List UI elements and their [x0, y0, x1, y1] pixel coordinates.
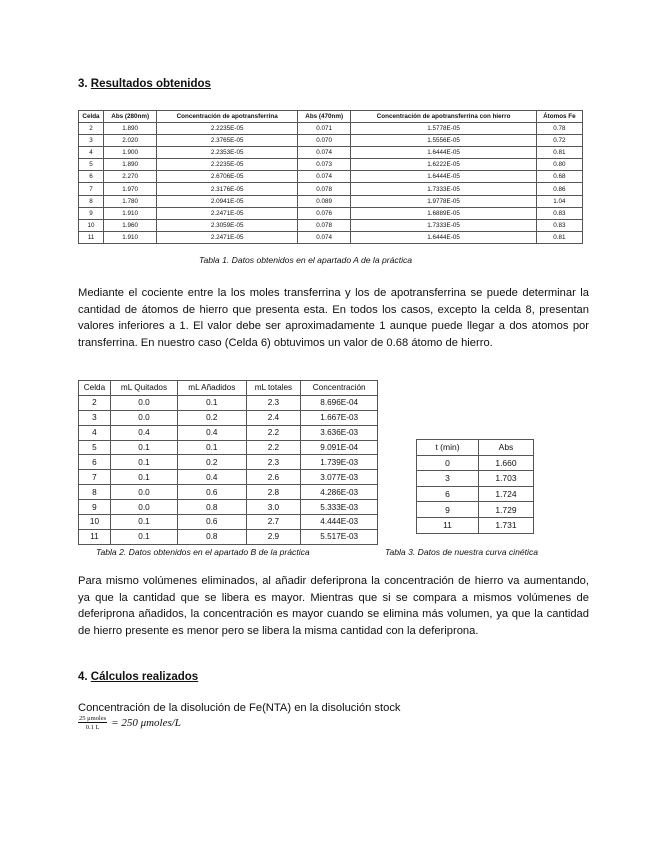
table-cell: 0.078: [297, 219, 350, 231]
table-cell: 2.3176E-05: [157, 183, 298, 195]
table-cell: 0.070: [297, 135, 350, 147]
table-cell: 0.1: [110, 515, 177, 530]
table2-header-cell: Celda: [79, 381, 111, 396]
table-cell: 1.6444E-05: [351, 171, 536, 183]
table-cell: 3.636E-03: [301, 425, 378, 440]
table-cell: 2.3765E-05: [157, 135, 298, 147]
table-cell: 2.6706E-05: [157, 171, 298, 183]
table2-header-cell: mL Añadidos: [178, 381, 246, 396]
table-cell: 0.8: [178, 500, 246, 515]
table-cell: 0.6: [178, 515, 246, 530]
table-cell: 11: [79, 231, 104, 243]
table-2-caption: Tabla 2. Datos obtenidos en el apartado B de la práctica: [96, 547, 310, 557]
table-cell: 4.444E-03: [301, 515, 378, 530]
table-cell: 2.020: [103, 135, 156, 147]
table-3-caption: Tabla 3. Datos de nuestra curva cinética: [385, 547, 539, 557]
table-cell: 0.0: [110, 485, 177, 500]
table-cell: 0.078: [297, 183, 350, 195]
table-cell: 1.703: [478, 471, 533, 487]
table-cell: 1.724: [478, 486, 533, 502]
table-cell: 0.074: [297, 171, 350, 183]
paragraph-1: Mediante el cociente entre la los moles transferrina y los de apotransferrina se puede determinar la cantidad de átomos de hierro que presenta esta. En todos los casos, excepto la celda 8, presentan valores inferiores a 1. El valor debe ser aproximadamente 1 aunque puede llegar a dos atomos por transferrina. En nuestro caso (Celda 6) obtuvimos un valor de 0.68 átomo de hierro.: [78, 287, 589, 350]
table-cell: 0.0: [110, 395, 177, 410]
table-2: [78, 380, 378, 545]
table-row: [79, 515, 378, 530]
table-cell: 1.910: [103, 231, 156, 243]
table-cell: 8: [79, 485, 111, 500]
table-row: [79, 147, 583, 159]
table-row: [79, 159, 583, 171]
table-cell: 1.910: [103, 207, 156, 219]
table-cell: 4: [79, 425, 111, 440]
table-cell: 0.81: [536, 231, 582, 243]
table-row: [79, 500, 378, 515]
table-cell: 6: [417, 486, 479, 502]
table2-header-cell: mL Quitados: [110, 381, 177, 396]
table-cell: 6: [79, 455, 111, 470]
table-cell: 1.729: [478, 502, 533, 518]
table-cell: 0.0: [110, 500, 177, 515]
table-cell: 5.517E-03: [301, 529, 378, 544]
table-cell: 2.6: [246, 470, 301, 485]
section-4-title: Cálculos realizados: [90, 671, 199, 683]
table1-header-cell: Concentración de apotransferrina: [157, 111, 298, 123]
table-cell: 1.960: [103, 219, 156, 231]
table-cell: 9: [417, 502, 479, 518]
table-cell: 0.1: [110, 470, 177, 485]
table-cell: 1.6889E-05: [351, 207, 536, 219]
table-cell: 0.86: [536, 183, 582, 195]
table-cell: 2.2471E-05: [157, 231, 298, 243]
table1-header-cell: Átomos Fe: [536, 111, 582, 123]
table-row: [79, 135, 583, 147]
table-cell: 0.6: [178, 485, 246, 500]
formula-denominator: 0.1 L: [85, 724, 100, 731]
table-cell: 1.5556E-05: [351, 135, 536, 147]
table-cell: 1.7333E-05: [351, 183, 536, 195]
table-row: [79, 171, 583, 183]
table-row: [79, 395, 378, 410]
table-cell: 0.0: [110, 410, 177, 425]
table-cell: 9: [79, 500, 111, 515]
table-cell: 2: [79, 123, 104, 135]
table-cell: 0.83: [536, 219, 582, 231]
table-cell: 2.7: [246, 515, 301, 530]
table-cell: 2.270: [103, 171, 156, 183]
table-cell: 1.660: [478, 455, 533, 471]
table-cell: 3.0: [246, 500, 301, 515]
table-row: [417, 502, 534, 518]
table2-header-cell: mL totales: [246, 381, 301, 396]
table-cell: 4.286E-03: [301, 485, 378, 500]
table-row: [79, 123, 583, 135]
table-cell: 1.5778E-05: [351, 123, 536, 135]
table-cell: 0.076: [297, 207, 350, 219]
table-row: [79, 219, 583, 231]
table-cell: 5.333E-03: [301, 500, 378, 515]
table-cell: 2.3: [246, 455, 301, 470]
table1-header-cell: Celda: [79, 111, 104, 123]
table-row: [79, 195, 583, 207]
table-cell: 4: [79, 147, 104, 159]
table-3-body: [417, 455, 534, 533]
table-cell: 1.9778E-05: [351, 195, 536, 207]
table-cell: 0.83: [536, 207, 582, 219]
table-cell: 8: [79, 195, 104, 207]
table-cell: 1.6444E-05: [351, 147, 536, 159]
table-cell: 1.6222E-05: [351, 159, 536, 171]
calc-description: Concentración de la disolución de Fe(NTA) en la disolución stock: [78, 702, 401, 714]
table-cell: 10: [79, 219, 104, 231]
table-cell: 2.8: [246, 485, 301, 500]
table-row: [79, 529, 378, 544]
table-cell: 2.2471E-05: [157, 207, 298, 219]
table-row: [417, 471, 534, 487]
table1-header-cell: Abs (280nm): [103, 111, 156, 123]
table-cell: 0.1: [178, 395, 246, 410]
table-cell: 10: [79, 515, 111, 530]
table-row: [417, 486, 534, 502]
table-3: [416, 439, 534, 534]
table-cell: 1.900: [103, 147, 156, 159]
formula-fraction: [78, 715, 107, 731]
section-4-heading: [78, 671, 198, 683]
formula-numerator: 25 μmoles: [79, 715, 107, 722]
concentration-formula: [78, 715, 181, 731]
table-cell: 0.8: [178, 529, 246, 544]
formula-result: = 250 μmoles/L: [111, 717, 181, 729]
table-cell: 9: [79, 207, 104, 219]
table1-header-cell: Concentración de apotransferrina con hierro: [351, 111, 536, 123]
table-cell: 6: [79, 171, 104, 183]
table-row: [79, 485, 378, 500]
table-cell: 1.667E-03: [301, 410, 378, 425]
table-cell: 0.81: [536, 147, 582, 159]
table-row: [79, 231, 583, 243]
table-cell: 3.077E-03: [301, 470, 378, 485]
table-cell: 0.089: [297, 195, 350, 207]
table-cell: 1.970: [103, 183, 156, 195]
section-4-number: 4.: [78, 671, 88, 683]
section-3-heading: [78, 78, 211, 90]
table-cell: 0.4: [178, 425, 246, 440]
table-cell: 3: [79, 410, 111, 425]
table-row: [417, 517, 534, 533]
table-cell: 5: [79, 159, 104, 171]
table-row: [79, 410, 378, 425]
table-cell: 2.4: [246, 410, 301, 425]
table-cell: 1.6444E-05: [351, 231, 536, 243]
table-cell: 2.9: [246, 529, 301, 544]
table-cell: 8.696E-04: [301, 395, 378, 410]
table-row: [79, 183, 583, 195]
table-cell: 0.074: [297, 147, 350, 159]
table-2-header-row: [79, 381, 378, 396]
table-cell: 2.2235E-05: [157, 123, 298, 135]
table-cell: 0.1: [110, 455, 177, 470]
table-cell: 2.2: [246, 425, 301, 440]
table-row: [79, 425, 378, 440]
table-1: [78, 110, 583, 244]
table-cell: 2.2235E-05: [157, 159, 298, 171]
table-cell: 1.780: [103, 195, 156, 207]
table-cell: 9.091E-04: [301, 440, 378, 455]
table-row: [79, 440, 378, 455]
table2-header-cell: Concentración: [301, 381, 378, 396]
table-cell: 0.073: [297, 159, 350, 171]
table-cell: 0.1: [178, 440, 246, 455]
table-cell: 0.074: [297, 231, 350, 243]
table-cell: 2: [79, 395, 111, 410]
table-1-header-row: [79, 111, 583, 123]
table-1-caption: Tabla 1. Datos obtenidos en el apartado A de la práctica: [199, 255, 413, 265]
table-cell: 2.2353E-05: [157, 147, 298, 159]
table-row: [79, 470, 378, 485]
table-3-header-row: [417, 440, 534, 456]
table-cell: 0.2: [178, 410, 246, 425]
table-cell: 1.890: [103, 123, 156, 135]
table-cell: 1.890: [103, 159, 156, 171]
table-row: [79, 207, 583, 219]
table-cell: 2.2: [246, 440, 301, 455]
table3-header-cell: t (min): [417, 440, 479, 456]
table-row: [417, 455, 534, 471]
table-cell: 0: [417, 455, 479, 471]
table-cell: 0.68: [536, 171, 582, 183]
table-row: [79, 455, 378, 470]
table-cell: 0.1: [110, 529, 177, 544]
table-cell: 11: [79, 529, 111, 544]
section-3-number: 3.: [78, 78, 88, 90]
table-cell: 7: [79, 470, 111, 485]
table-cell: 1.04: [536, 195, 582, 207]
table-cell: 0.4: [110, 425, 177, 440]
table-cell: 7: [79, 183, 104, 195]
paragraph-2: Para mismo volúmenes eliminados, al añadir deferiprona la concentración de hierro va aumentando, ya que la cantidad que se libera es mayor. Mientras que si se compara a mismos volúmenes de deferiprona añadidos, la concentración es mayor cuando se elimina más volumen, ya que la cantidad de hierro presente es menor pero se libera la misma cantidad con la deferiprona.: [78, 575, 589, 638]
table-cell: 0.72: [536, 135, 582, 147]
table-cell: 11: [417, 517, 479, 533]
table1-header-cell: Abs (470nm): [297, 111, 350, 123]
table-cell: 0.78: [536, 123, 582, 135]
table-cell: 1.739E-03: [301, 455, 378, 470]
table3-header-cell: Abs: [478, 440, 533, 456]
table-cell: 1.7333E-05: [351, 219, 536, 231]
table-cell: 0.80: [536, 159, 582, 171]
table-cell: 3: [79, 135, 104, 147]
table-cell: 2.3059E-05: [157, 219, 298, 231]
table-cell: 0.071: [297, 123, 350, 135]
table-cell: 2.0941E-05: [157, 195, 298, 207]
table-cell: 0.2: [178, 455, 246, 470]
table-cell: 5: [79, 440, 111, 455]
table-cell: 0.1: [110, 440, 177, 455]
table-1-body: [79, 123, 583, 244]
section-3-title: Resultados obtenidos: [90, 78, 211, 90]
table-cell: 3: [417, 471, 479, 487]
table-2-body: [79, 395, 378, 544]
table-cell: 1.731: [478, 517, 533, 533]
table-cell: 2.3: [246, 395, 301, 410]
table-cell: 0.4: [178, 470, 246, 485]
